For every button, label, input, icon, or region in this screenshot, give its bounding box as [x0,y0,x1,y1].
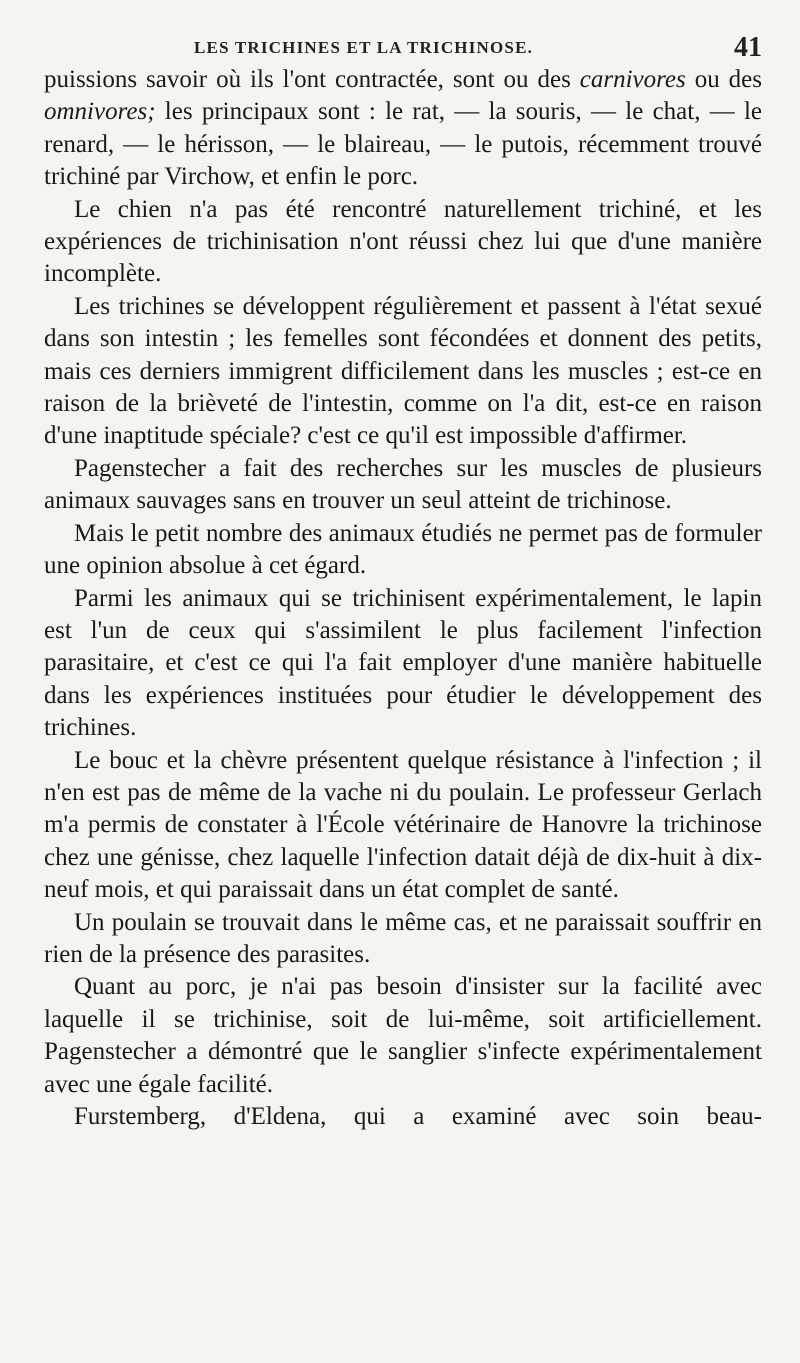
paragraph [44,745,762,907]
italic-term: carnivores [579,66,686,93]
text-run: Mais le petit nombre des animaux étudiés ne permet pas de formuler une opinion absolue à cet égard. [44,519,762,580]
text-run: puissions savoir où ils l'ont contractée, sont ou des [44,66,580,93]
paragraph [44,453,762,518]
text-run: ou des [685,66,763,93]
paragraph [44,64,762,194]
paragraph [44,291,762,453]
text-run: Parmi les animaux qui se trichinisent expérimentalement, le lapin est l'un de ceux qui s'assimilent le plus facilement l'infection parasitaire, et c'est ce qui l'a fait employer d'une manière habituelle dans les expériences instituées pour étudier le développement des trichines. [44,584,762,742]
page-header [44,30,762,64]
paragraph [44,1101,762,1133]
text-run: Le chien n'a pas été rencontré naturellement trichiné, et les expériences de trichinisation n'ont réussi chez lui que d'une manière incomplète. [44,195,762,288]
text-run: Furstemberg, d'Eldena, qui a examiné avec soin beau- [74,1103,762,1130]
paragraph [44,518,762,583]
text-run: les principaux sont : le rat, — la souris, — le chat, — le renard, — le hérisson, — le blaireau, — le putois, récemment trouvé trichiné par Virchow, et enfin le porc. [44,98,762,191]
body-text [44,64,762,1133]
text-run: Le bouc et la chèvre présentent quelque résistance à l'infection ; il n'en est pas de même de la vache ni du poulain. Le professeur Gerlach m'a permis de constater à l'École vétérinaire de Hanovre la trichinose chez une génisse, chez laquelle l'infection datait déjà de dix-huit à dix-neuf mois, et qui paraissait dans un état complet de santé. [44,746,762,904]
paragraph [44,194,762,291]
running-title: LES TRICHINES ET LA TRICHINOSE. [194,38,534,57]
text-run: Un poulain se trouvait dans le même cas, et ne paraissait souffrir en rien de la présence des parasites. [44,908,762,968]
paragraph [44,907,762,972]
paragraph [44,583,762,745]
paragraph [44,971,762,1101]
page-number: 41 [734,32,762,63]
italic-term: omnivores; [44,98,156,126]
text-run: Les trichines se développent régulièrement et passent à l'état sexué dans son intestin ; les femelles sont fécondées et donnent des petits, mais ces derniers immigrent difficilement dans les muscles ; est-ce en raison de la brièveté de l'intestin, comme on l'a dit, est-ce en raison d'une inaptitude spéciale? c'est ce qu'il est impossible d'affirmer. [44,292,762,450]
text-run: Pagenstecher a fait des recherches sur les muscles de plusieurs animaux sauvages sans en trouver un seul atteint de trichinose. [44,454,762,515]
text-run: Quant au porc, je n'ai pas besoin d'insister sur la facilité avec laquelle il se trichinise, soit de lui-même, soit artificiellement. Pagenstecher a démontré que le sanglier s'infecte expérimentalement avec une égale facilité. [44,973,762,1098]
